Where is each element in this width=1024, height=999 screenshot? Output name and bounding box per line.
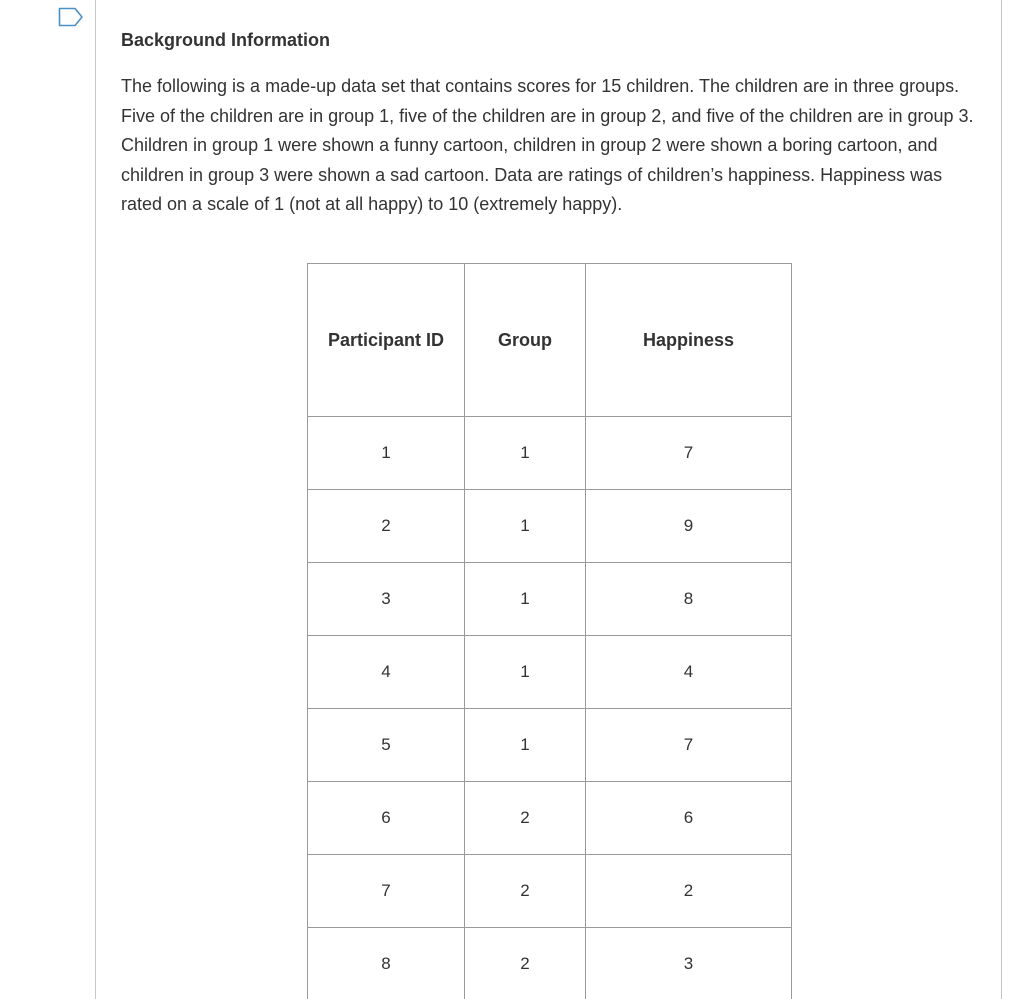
cell-happiness: 3 (586, 928, 792, 999)
cell-participant-id: 5 (308, 709, 465, 782)
cell-participant-id: 1 (308, 417, 465, 490)
cell-group: 1 (465, 709, 586, 782)
right-divider (1001, 0, 1002, 999)
cell-happiness: 8 (586, 563, 792, 636)
cell-participant-id: 8 (308, 928, 465, 999)
cell-group: 1 (465, 563, 586, 636)
left-divider (95, 0, 96, 999)
header-happiness: Happiness (586, 264, 792, 417)
cell-group: 2 (465, 782, 586, 855)
table-row (308, 928, 792, 999)
table-row (308, 636, 792, 709)
header-group: Group (465, 264, 586, 417)
data-table (307, 263, 792, 999)
cell-happiness: 6 (586, 782, 792, 855)
cell-participant-id: 7 (308, 855, 465, 928)
cell-participant-id: 3 (308, 563, 465, 636)
cell-participant-id: 4 (308, 636, 465, 709)
table-row (308, 782, 792, 855)
cell-participant-id: 6 (308, 782, 465, 855)
cell-happiness: 9 (586, 490, 792, 563)
cell-group: 1 (465, 490, 586, 563)
table-row (308, 490, 792, 563)
cell-group: 2 (465, 855, 586, 928)
cell-group: 2 (465, 928, 586, 999)
table-row (308, 709, 792, 782)
cell-happiness: 4 (586, 636, 792, 709)
background-paragraph: The following is a made-up data set that contains scores for 15 children. The children are in three groups. Five of the children are in group 1, five of the children are in group 2, and five of the children are in group 3. Children in group 1 were shown a funny cartoon, children in group 2 were shown a boring cartoon, and children in group 3 were shown a sad cartoon. Data are ratings of children’s happiness. Happiness was rated on a scale of 1 (not at all happy) to 10 (extremely happy). (121, 76, 974, 215)
cell-happiness: 2 (586, 855, 792, 928)
cell-happiness: 7 (586, 417, 792, 490)
header-participant-id: Participant ID (308, 264, 465, 417)
bookmark-flag-icon[interactable] (58, 7, 84, 27)
table-row (308, 417, 792, 490)
table-row (308, 855, 792, 928)
cell-group: 1 (465, 636, 586, 709)
cell-participant-id: 2 (308, 490, 465, 563)
cell-happiness: 7 (586, 709, 792, 782)
question-content (121, 28, 981, 220)
cell-group: 1 (465, 417, 586, 490)
section-heading: Background Information (121, 30, 331, 50)
table-header-row (308, 264, 792, 417)
table-row (308, 563, 792, 636)
